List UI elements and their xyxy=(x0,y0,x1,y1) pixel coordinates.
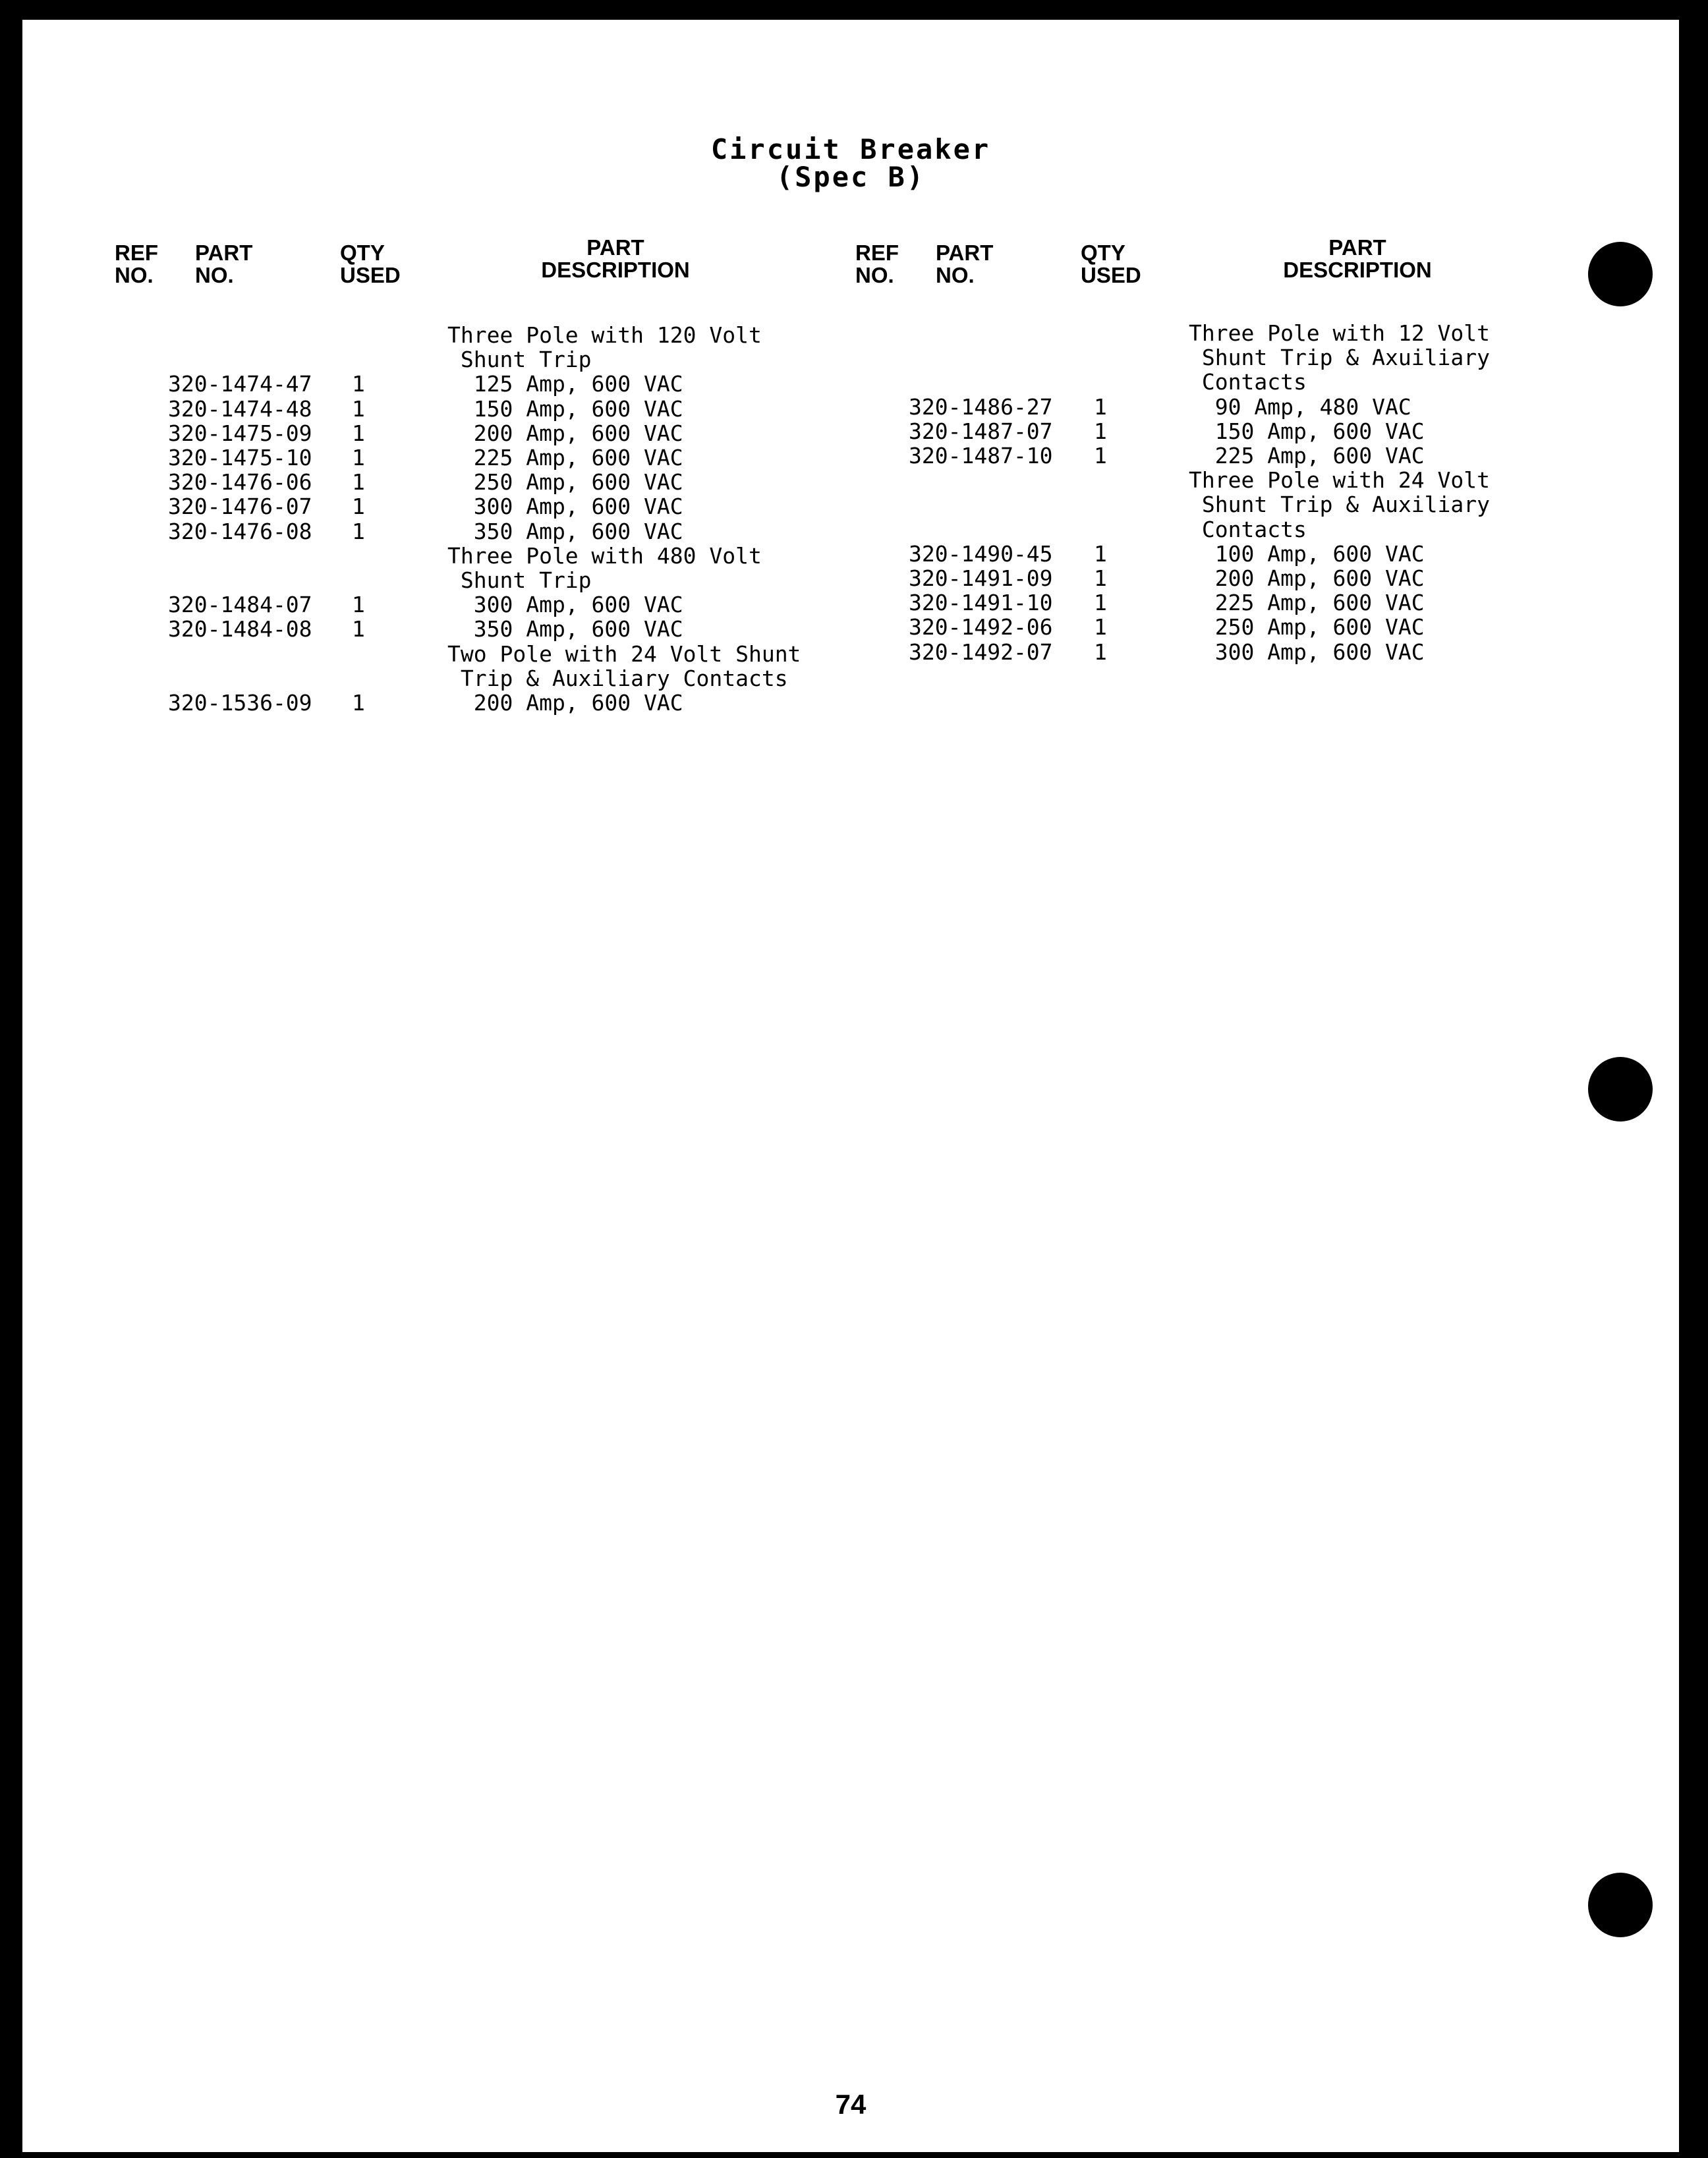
row-desc: 250 Amp, 600 VAC xyxy=(1189,614,1425,640)
row-desc: 350 Amp, 600 VAC xyxy=(447,616,683,642)
row-desc: 200 Amp, 600 VAC xyxy=(447,420,683,446)
right-part-no-header: PART NO. xyxy=(936,241,994,287)
row-desc: 150 Amp, 600 VAC xyxy=(447,395,683,422)
row-qty: 1 xyxy=(1094,540,1107,567)
row-desc: 225 Amp, 600 VAC xyxy=(1189,590,1425,616)
row-qty: 1 xyxy=(1094,590,1107,616)
page-number: 74 xyxy=(835,2089,867,2120)
row-desc: 250 Amp, 600 VAC xyxy=(447,469,683,496)
row-desc: 150 Amp, 600 VAC xyxy=(1189,418,1425,444)
row-qty: 1 xyxy=(352,518,365,544)
row-qty: 1 xyxy=(1094,639,1107,665)
row-desc: 300 Amp, 600 VAC xyxy=(1189,639,1425,665)
row-desc: 350 Amp, 600 VAC xyxy=(447,518,683,544)
row-desc: 100 Amp, 600 VAC xyxy=(1189,540,1425,567)
binder-hole-top xyxy=(1588,242,1653,306)
row-desc: Three Pole with 480 Volt xyxy=(447,542,762,569)
row-part: 320-1492-06 xyxy=(909,614,1053,640)
title-line-1: Circuit Breaker xyxy=(710,133,991,165)
row-desc: Three Pole with 12 Volt xyxy=(1189,320,1490,346)
row-desc: 225 Amp, 600 VAC xyxy=(1189,443,1425,469)
row-qty: 1 xyxy=(352,592,365,618)
row-desc: Shunt Trip & Axuiliary xyxy=(1189,345,1490,371)
title-line-2: (Spec B) xyxy=(776,161,926,193)
row-desc: 225 Amp, 600 VAC xyxy=(447,445,683,470)
row-qty: 1 xyxy=(352,616,365,642)
left-qty-header: QTY USED xyxy=(340,241,401,287)
row-part: 320-1486-27 xyxy=(909,393,1053,420)
row-qty: 1 xyxy=(352,445,365,470)
row-qty: 1 xyxy=(352,420,365,446)
left-part-no-header: PART NO. xyxy=(195,241,253,287)
row-part: 320-1476-07 xyxy=(168,494,312,520)
row-part: 320-1474-47 xyxy=(168,371,312,397)
row-qty: 1 xyxy=(1094,393,1107,420)
left-description-header: PART DESCRIPTION xyxy=(541,235,690,282)
row-qty: 1 xyxy=(352,469,365,496)
row-desc: 300 Amp, 600 VAC xyxy=(447,494,683,520)
row-desc: Shunt Trip xyxy=(447,347,592,373)
row-part: 320-1492-07 xyxy=(909,639,1053,665)
row-desc: 200 Amp, 600 VAC xyxy=(1189,565,1425,591)
row-desc: 200 Amp, 600 VAC xyxy=(447,690,683,716)
row-qty: 1 xyxy=(352,494,365,520)
row-part: 320-1484-08 xyxy=(168,616,312,642)
row-qty: 1 xyxy=(352,371,365,397)
row-part: 320-1474-48 xyxy=(168,395,312,422)
row-part: 320-1491-09 xyxy=(909,565,1053,591)
row-desc: Three Pole with 24 Volt xyxy=(1189,467,1490,494)
row-qty: 1 xyxy=(1094,443,1107,469)
binder-hole-bottom xyxy=(1588,1873,1653,1937)
row-part: 320-1536-09 xyxy=(168,690,312,716)
document-page xyxy=(22,20,1679,2152)
left-ref-header: REF NO. xyxy=(115,241,158,287)
row-part: 320-1484-07 xyxy=(168,592,312,618)
row-part: 320-1487-07 xyxy=(909,418,1053,444)
row-desc: Shunt Trip & Auxiliary xyxy=(1189,492,1490,518)
right-ref-header: REF NO. xyxy=(855,241,899,287)
row-part: 320-1490-45 xyxy=(909,540,1053,567)
row-part: 320-1476-06 xyxy=(168,469,312,496)
row-desc: Two Pole with 24 Volt Shunt xyxy=(447,640,801,667)
row-part: 320-1476-08 xyxy=(168,518,312,544)
row-desc: Contacts xyxy=(1189,369,1307,395)
row-qty: 1 xyxy=(352,690,365,716)
row-desc: Shunt Trip xyxy=(447,567,592,593)
row-qty: 1 xyxy=(1094,614,1107,640)
row-qty: 1 xyxy=(1094,418,1107,444)
row-desc: 125 Amp, 600 VAC xyxy=(447,371,683,397)
row-desc: 300 Amp, 600 VAC xyxy=(447,592,683,618)
row-desc: Trip & Auxiliary Contacts xyxy=(447,665,788,691)
right-qty-header: QTY USED xyxy=(1081,241,1141,287)
row-desc: Contacts xyxy=(1189,516,1307,542)
row-desc: 90 Amp, 480 VAC xyxy=(1189,393,1411,420)
row-qty: 1 xyxy=(352,395,365,422)
row-desc: Three Pole with 120 Volt xyxy=(447,322,762,348)
row-part: 320-1475-10 xyxy=(168,445,312,470)
binder-hole-middle xyxy=(1588,1057,1653,1122)
row-part: 320-1491-10 xyxy=(909,590,1053,616)
right-description-header: PART DESCRIPTION xyxy=(1283,235,1432,282)
row-qty: 1 xyxy=(1094,565,1107,591)
row-part: 320-1475-09 xyxy=(168,420,312,446)
row-part: 320-1487-10 xyxy=(909,443,1053,469)
